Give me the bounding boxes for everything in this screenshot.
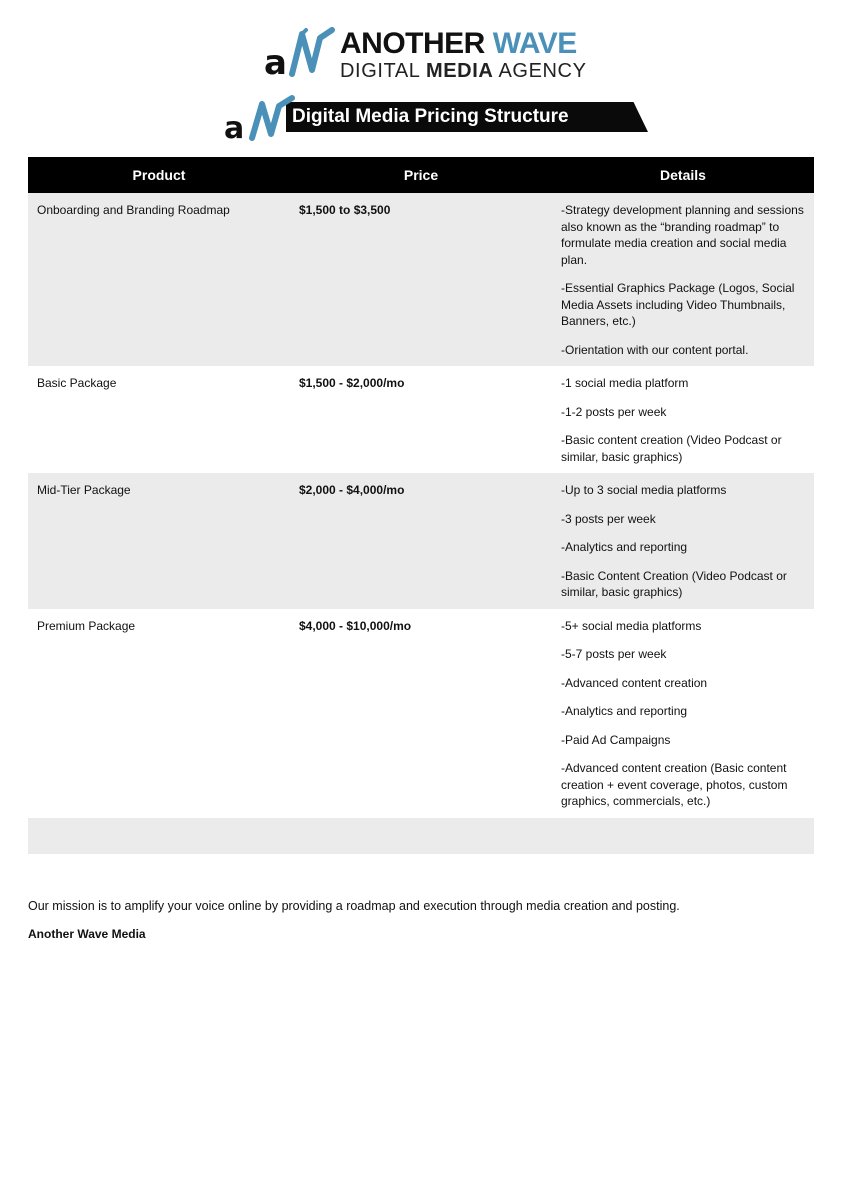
empty-cell — [290, 818, 552, 854]
detail-item: -1-2 posts per week — [561, 404, 667, 419]
product-cell: Premium Package — [37, 618, 136, 633]
title-banner — [224, 94, 648, 142]
detail-item: -3 posts per week — [561, 511, 656, 526]
detail-item: -Essential Graphics Package (Logos, Social Media Assets including Video Thumbnails, Banners, etc.) — [561, 281, 795, 328]
table-row — [28, 609, 814, 818]
detail-item: -1 social media platform — [561, 376, 689, 390]
product-cell: Basic Package — [37, 376, 117, 390]
svg-text:a: a — [264, 43, 287, 80]
aw-logo-icon — [262, 24, 338, 80]
tagline-part3: AGENCY — [498, 60, 587, 82]
detail-item: -Analytics and reporting — [561, 540, 688, 554]
empty-cell — [552, 818, 814, 854]
brand-logo — [262, 24, 587, 84]
table-row — [28, 193, 814, 366]
tagline-part1: DIGITAL — [340, 60, 420, 82]
table-row — [28, 366, 814, 473]
svg-text:a: a — [224, 111, 245, 142]
details-cell — [552, 473, 814, 609]
tagline-part2: MEDIA — [425, 60, 494, 82]
brand-wordmark — [340, 28, 587, 82]
details-cell — [552, 193, 814, 366]
brand-name — [340, 28, 587, 60]
product-cell: Onboarding and Branding Roadmap — [28, 193, 290, 366]
company-signature: Another Wave Media — [28, 927, 146, 941]
column-header-details: Details — [552, 157, 814, 193]
detail-item: -5-7 posts per week — [561, 647, 667, 661]
pricing-table — [28, 157, 814, 854]
column-header-product: Product — [28, 157, 290, 193]
detail-item: -Basic content creation (Video Podcast or similar, basic graphics) — [561, 433, 782, 464]
detail-item: -Advanced content creation — [561, 675, 708, 690]
detail-item: -Up to 3 social media platforms — [561, 483, 727, 497]
detail-item: -Analytics and reporting — [561, 704, 688, 718]
page-title: Digital Media Pricing Structure — [292, 106, 569, 127]
empty-cell — [28, 818, 290, 854]
detail-item: -Strategy development planning and sessions also known as the “branding roadmap” to formulate media creation and social media plan. — [561, 203, 804, 267]
detail-item: -Basic Content Creation (Video Podcast or similar, basic graphics) — [561, 568, 787, 599]
table-header-row — [28, 157, 814, 193]
brand-name-part2: WAVE — [492, 27, 577, 60]
table-row-empty — [28, 818, 814, 854]
details-cell — [552, 609, 814, 818]
details-cell — [552, 366, 814, 473]
price-cell: $1,500 to $3,500 — [290, 193, 552, 366]
brand-tagline — [340, 60, 587, 82]
table-row — [28, 473, 814, 609]
aw-logo-small-icon — [224, 94, 298, 142]
price-cell: $4,000 - $10,000/mo — [299, 618, 412, 633]
detail-item: -Advanced content creation (Basic content creation + event coverage, photos, custom graphics, commercials, etc.) — [561, 761, 788, 808]
brand-name-part1: ANOTHER — [340, 27, 485, 60]
detail-item: -Orientation with our content portal. — [561, 342, 749, 357]
price-cell: $2,000 - $4,000/mo — [290, 473, 552, 609]
mission-statement: Our mission is to amplify your voice online by providing a roadmap and execution through media creation and posting. — [28, 899, 680, 913]
detail-item: -Paid Ad Campaigns — [561, 732, 671, 747]
price-cell: $1,500 - $2,000/mo — [299, 376, 405, 390]
column-header-price: Price — [290, 157, 552, 193]
product-cell: Mid-Tier Package — [28, 473, 290, 609]
detail-item: -5+ social media platforms — [561, 618, 702, 633]
